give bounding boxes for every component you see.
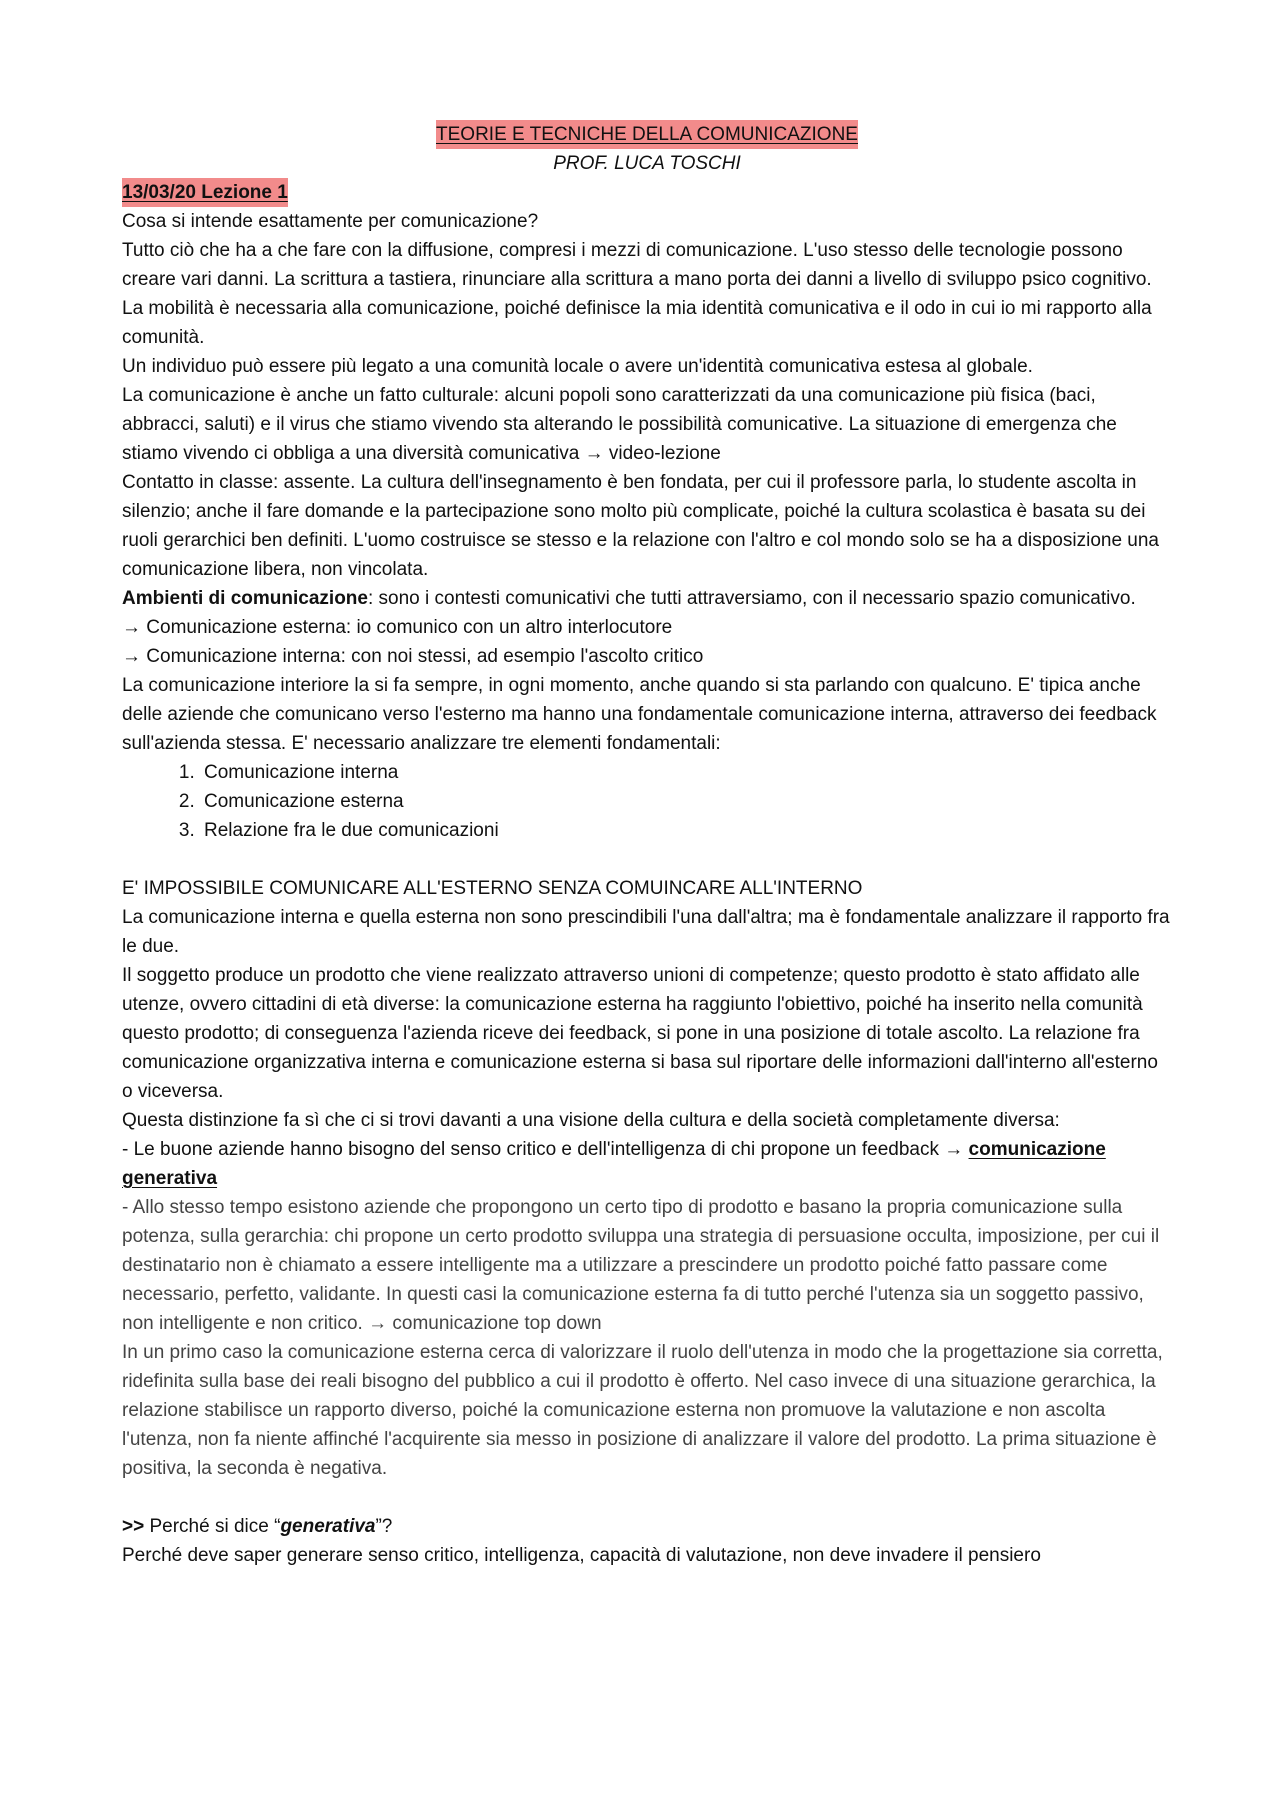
generative-paragraph: [122, 1135, 1172, 1193]
blank-line: [122, 1483, 1172, 1512]
question-term: generativa: [280, 1516, 376, 1537]
paragraph: Questa distinzione fa sì che ci si trovi davanti a una visione della cultura e della società completamente diversa:: [122, 1110, 1060, 1131]
caps-statement: E' IMPOSSIBILE COMUNICARE ALL'ESTERNO SENZA COMUINCARE ALL'INTERNO: [122, 878, 863, 899]
question-text: Cosa si intende esattamente per comunicazione?: [122, 211, 539, 232]
ambienti-paragraph: [122, 584, 1172, 613]
paragraph: In un primo caso la comunicazione esterna cerca di valorizzare il ruolo dell'utenza in modo che la progettazione sia corretta, ridefinita sulla base dei reali bisogno del pubblico a cui il prodotto è offerto. Nel caso invece di una situazione gerarchica, la relazione stabilisce un rapporto diverso, poiché la comunicazione esterna non promuove la valutazione e non ascolta l'utenza, non fa niente affinché l'acquirente sia messo in posizione di analizzare il valore del prodotto. La prima situazione è positiva, la seconda è negativa.: [122, 1342, 1163, 1479]
question-line: [122, 1512, 1172, 1541]
title-line: [122, 120, 1172, 149]
question-pre: Perché si dice “: [144, 1516, 281, 1537]
paragraph: La comunicazione interiore la si fa sempre, in ogni momento, anche quando si sta parlando con qualcuno. E' tipica anche delle aziende che comunicano verso l'esterno ma hanno una fondamentale comunicazione interna, attraverso dei feedback sull'azienda stessa. E' necessario analizzare tre elementi fondamentali:: [122, 675, 1157, 754]
question-marker: >>: [122, 1516, 145, 1537]
paragraph: Il soggetto produce un prodotto che viene realizzato attraverso unioni di competenze; questo prodotto è stato affidato alle utenze, ovvero cittadini di età diverse: la comunicazione esterna ha raggiunto l'obiettivo, poiché ha inserito nella comunità questo prodotto; di conseguenza l'azienda riceve dei feedback, si pone in una posizione di totale ascolto. La relazione fra comunicazione organizzativa interna e comunicazione esterna si basa sul riportare delle informazioni dall'interno all'esterno o viceversa.: [122, 965, 1158, 1102]
generative-term: comunicazione generativa: [122, 1139, 1106, 1189]
paragraph: - Allo stesso tempo esistono aziende che propongono un certo tipo di prodotto e basano la propria comunicazione sulla potenza, sulla gerarchia: chi propone un certo prodotto sviluppa una strategia di persuasione occulta, imposizione, per cui il destinatario non è chiamato a essere intelligente ma a utilizzare a prescindere un prodotto poiché fatto passare come necessario, perfetto, validante. In questi casi la comunicazione esterna fa di tutto perché l'utenza sia un soggetto passivo, non intelligente e non critico. → comunicazione top down: [122, 1197, 1160, 1334]
generative-text: - Le buone aziende hanno bisogno del senso critico e dell'intelligenza di chi propone un feedback →: [122, 1139, 964, 1160]
question-post: ”?: [375, 1516, 393, 1537]
arrow-item-internal: → Comunicazione interna: con noi stessi, ad esempio l'ascolto critico: [122, 646, 704, 667]
document-title: TEORIE E TECNICHE DELLA COMUNICAZIONE: [436, 120, 858, 149]
professor-name: PROF. LUCA TOSCHI: [553, 153, 741, 174]
blank-line: [122, 845, 1172, 874]
document-page: [122, 120, 1172, 1570]
list-item: 1. Comunicazione interna: [200, 758, 1172, 787]
paragraph: Contatto in classe: assente. La cultura dell'insegnamento è ben fondata, per cui il professore parla, lo studente ascolta in silenzio; anche il fare domande e la partecipazione sono molto più complicate, poiché la cultura scolastica è basata su dei ruoli gerarchici ben definiti. L'uomo costruisce se stesso e la relazione con l'altro e col mondo solo se ha a disposizione una comunicazione libera, non vincolata.: [122, 472, 1159, 580]
paragraph: Un individuo può essere più legato a una comunità locale o avere un'identità comunicativa estesa al globale.: [122, 356, 1033, 377]
paragraph: Perché deve saper generare senso critico, intelligenza, capacità di valutazione, non deve invadere il pensiero: [122, 1545, 1041, 1566]
paragraph: Tutto ciò che ha a che fare con la diffusione, compresi i mezzi di comunicazione. L'uso stesso delle tecnologie possono creare vari danni. La scrittura a tastiera, rinunciare alla scrittura a mano porta dei danni a livello di sviluppo psico cognitivo. La mobilità è necessaria alla comunicazione, poiché definisce la mia identità comunicativa e il odo in cui io mi rapporto alla comunità.: [122, 240, 1152, 348]
ambienti-term: Ambienti di comunicazione: [122, 588, 368, 609]
paragraph: La comunicazione interna e quella esterna non sono prescindibili l'una dall'altra; ma è fondamentale analizzare il rapporto fra le due.: [122, 907, 1170, 957]
arrow-item-external: → Comunicazione esterna: io comunico con un altro interlocutore: [122, 617, 673, 638]
numbered-list: [122, 758, 1172, 845]
list-item: 2. Comunicazione esterna: [200, 787, 1172, 816]
ambienti-text: : sono i contesti comunicativi che tutti attraversiamo, con il necessario spazio comunicativo.: [367, 588, 1136, 609]
paragraph: La comunicazione è anche un fatto culturale: alcuni popoli sono caratterizzati da una comunicazione più fisica (baci, abbracci, saluti) e il virus che stiamo vivendo sta alterando le possibilità comunicative. La situazione di emergenza che stiamo vivendo ci obbliga a una diversità comunicativa → video-lezione: [122, 385, 1117, 464]
list-item: 3. Relazione fra le due comunicazioni: [200, 816, 1172, 845]
lesson-date: 13/03/20 Lezione 1: [122, 178, 288, 207]
